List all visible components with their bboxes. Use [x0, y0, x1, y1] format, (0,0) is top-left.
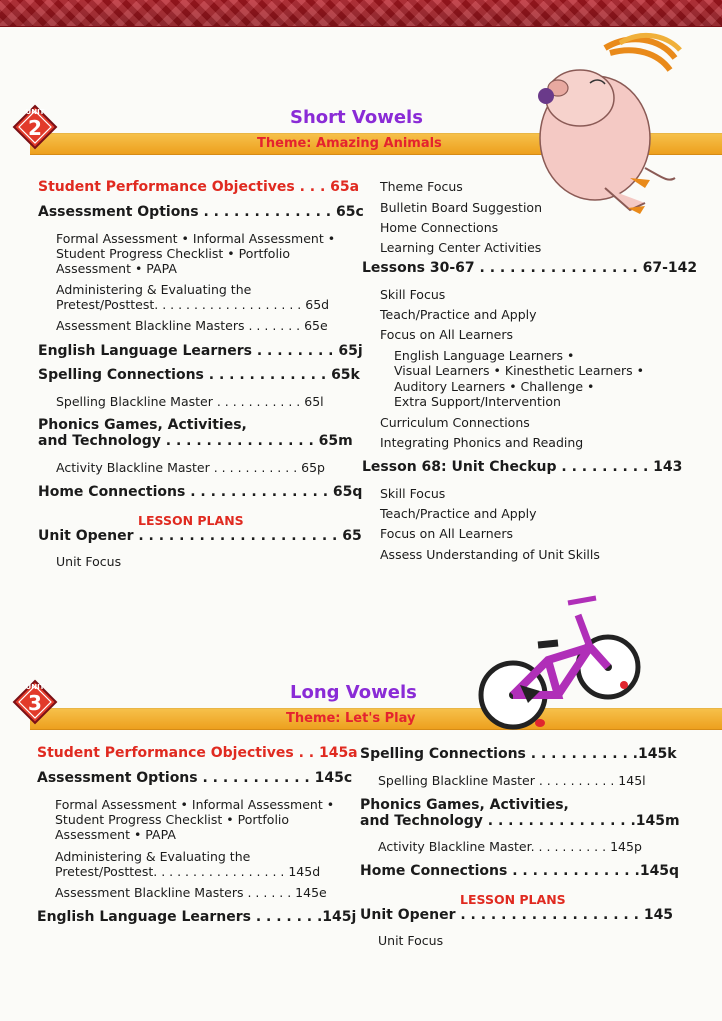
u2-visual-line: Visual Learners • Kinesthetic Learners • [394, 363, 645, 378]
unit3-theme: Theme: Let's Play [286, 711, 416, 726]
unit3-badge-number: 3 [28, 691, 42, 715]
u2-administering-1: Administering & Evaluating the [56, 282, 252, 297]
u2-phonics-2: and Technology . . . . . . . . . . . . . . . 65m [38, 433, 353, 449]
u2-lesson-68: Lesson 68: Unit Checkup . . . . . . . . . 143 [362, 459, 683, 475]
u2-ell: English Language Learners . . . . . . . . 65j [38, 343, 363, 359]
u2-integrating: Integrating Phonics and Reading [380, 435, 584, 450]
u3-ell: English Language Learners . . . . . . .145j [37, 909, 357, 925]
u2-theme-focus: Theme Focus [380, 179, 463, 194]
unit2-badge-number: 2 [28, 116, 42, 140]
bicycle-illustration [478, 595, 648, 745]
unit3-badge-label: UNIT [25, 683, 45, 691]
u3-phonics-1: Phonics Games, Activities, [360, 797, 569, 813]
u2-blackline-masters: Assessment Blackline Masters . . . . . . . 65e [56, 318, 328, 333]
u3-blackline-masters: Assessment Blackline Masters . . . . . . 145e [55, 885, 327, 900]
u2-unit-opener: Unit Opener . . . . . . . . . . . . . . . . . . . . 65 [38, 528, 362, 544]
u3-spelling-bm: Spelling Blackline Master . . . . . . . . . . 145l [378, 773, 646, 788]
plaid-header-border [0, 0, 722, 27]
u2-focus-all: Focus on All Learners [380, 327, 513, 342]
u2-teach: Teach/Practice and Apply [380, 307, 537, 322]
u2-assess: Assess Understanding of Unit Skills [380, 547, 600, 562]
u2-bulletin: Bulletin Board Suggestion [380, 200, 542, 215]
u2-formal-assessment: Formal Assessment • Informal Assessment • Student Progress Checklist • Portfolio Assessment • PAPA [56, 231, 336, 276]
u2-home-connections: Home Connections . . . . . . . . . . . . . . 65q [38, 484, 363, 500]
u3-activity-bm: Activity Blackline Master. . . . . . . . . . 145p [378, 839, 642, 854]
u2-phonics-1: Phonics Games, Activities, [38, 417, 247, 433]
u2-activity-bm: Activity Blackline Master . . . . . . . . . . . 65p [56, 460, 325, 475]
u2-skill-focus: Skill Focus [380, 287, 446, 302]
unit2-theme: Theme: Amazing Animals [257, 136, 442, 151]
pig-illustration [510, 28, 690, 223]
u2-focus-all-2: Focus on All Learners [380, 526, 513, 541]
u3-administering-1: Administering & Evaluating the [55, 849, 251, 864]
unit2-badge-label: UNIT [25, 108, 45, 116]
u2-lessons-30-67: Lessons 30-67 . . . . . . . . . . . . . . . . 67-142 [362, 260, 698, 276]
u3-unit-opener: Unit Opener . . . . . . . . . . . . . . . . . . 145 [360, 907, 674, 923]
u3-lesson-plans: LESSON PLANS [460, 892, 566, 907]
unit2-badge [12, 104, 58, 150]
u2-auditory-line: Auditory Learners • Challenge • [394, 379, 595, 394]
unit3-badge [12, 679, 58, 725]
u2-skill-focus-2: Skill Focus [380, 486, 446, 501]
unit2-title: Short Vowels [290, 107, 423, 128]
u2-ell-line: English Language Learners • [394, 348, 575, 363]
u2-spelling-bm: Spelling Blackline Master . . . . . . . . . . . 65l [56, 394, 324, 409]
u2-curriculum: Curriculum Connections [380, 415, 530, 430]
u2-objectives: Student Performance Objectives . . . 65a [38, 179, 360, 195]
u2-home-conn: Home Connections [380, 220, 499, 235]
unit3-title: Long Vowels [290, 682, 417, 703]
u3-assessment-options: Assessment Options . . . . . . . . . . . 145c [37, 770, 353, 786]
u2-unit-focus: Unit Focus [56, 554, 122, 569]
u3-home-connections: Home Connections . . . . . . . . . . . . .145q [360, 863, 680, 879]
u3-formal-assessment: Formal Assessment • Informal Assessment • Student Progress Checklist • Portfolio Assessment • PAPA [55, 797, 335, 842]
u3-spelling: Spelling Connections . . . . . . . . . . .145k [360, 746, 677, 762]
u2-administering-2: Pretest/Posttest. . . . . . . . . . . . . . . . . . . 65d [56, 297, 330, 312]
u2-learning-center: Learning Center Activities [380, 240, 542, 255]
u3-unit-focus: Unit Focus [378, 933, 444, 948]
u2-teach-2: Teach/Practice and Apply [380, 506, 537, 521]
u3-objectives: Student Performance Objectives . . 145a [37, 745, 358, 761]
u2-assessment-options: Assessment Options . . . . . . . . . . . . . 65c [38, 204, 364, 220]
u3-administering-2: Pretest/Posttest. . . . . . . . . . . . . . . . . 145d [55, 864, 321, 879]
u2-spelling: Spelling Connections . . . . . . . . . . . . 65k [38, 367, 360, 383]
u2-extra-line: Extra Support/Intervention [394, 394, 561, 409]
u3-phonics-2: and Technology . . . . . . . . . . . . . . .145m [360, 813, 680, 829]
u2-lesson-plans: LESSON PLANS [138, 513, 244, 528]
